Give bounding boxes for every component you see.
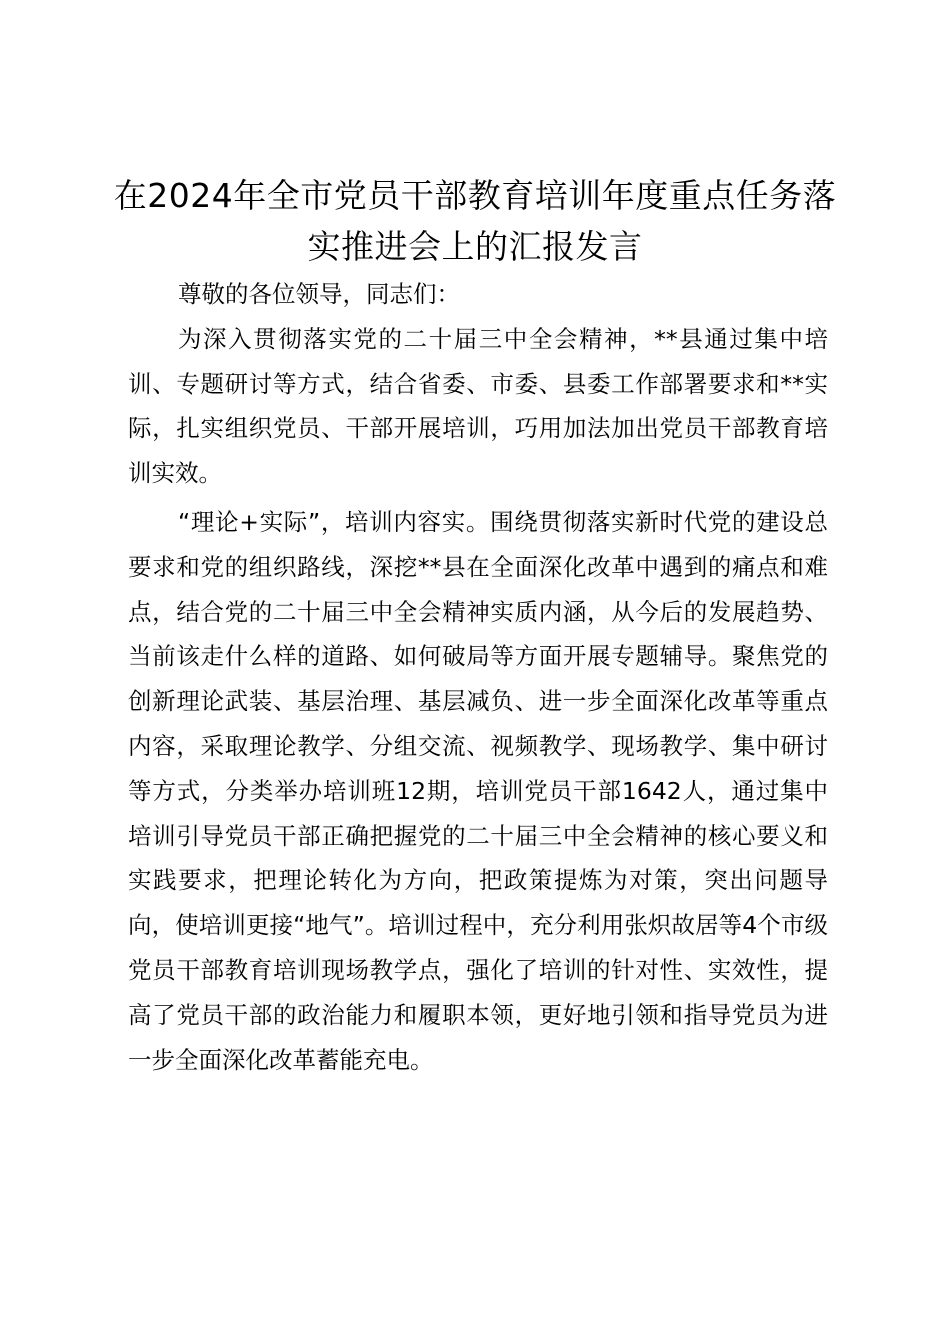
paragraph-theory-practice: “理论+实际”，培训内容实。围绕贯彻落实新时代党的建设总要求和党的组织路线，深挖**县在全面深化改革中遇到的痛点和难点，结合党的二十届三中全会精神实质内涵，从今后的发展趋势、当前该走什么样的道路、如何破局等方面开展专题辅导。聚焦党的创新理论武装、基层治理、基层减负、进一步全面深化改革等重点内容，采取理论教学、分组交流、视频教学、现场教学、集中研讨等方式，分类举办培训班12期，培训党员干部1642人，通过集中培训引导党员干部正确把握党的二十届三中全会精神的核心要义和实践要求，把理论转化为方向，把政策提炼为对策，突出问题导向，使培训更接“地气”。培训过程中，充分利用张炽故居等4个市级党员干部教育培训现场教学点，强化了培训的针对性、实效性，提高了党员干部的政治能力和履职本领，更好地引领和指导党员为进一步全面深化改革蓄能充电。 (128, 507, 828, 1074)
document-body (128, 272, 828, 1082)
document-title: 在2024年全市党员干部教育培训年度重点任务落实推进会上的汇报发言 (113, 176, 837, 266)
paragraph-intro: 为深入贯彻落实党的二十届三中全会精神，**县通过集中培训、专题研讨等方式，结合省委、市委、县委工作部署要求和**实际，扎实组织党员、干部开展培训，巧用加法加出党员干部教育培训实效。 (128, 324, 828, 488)
salutation: 尊敬的各位领导，同志们： (178, 280, 460, 308)
